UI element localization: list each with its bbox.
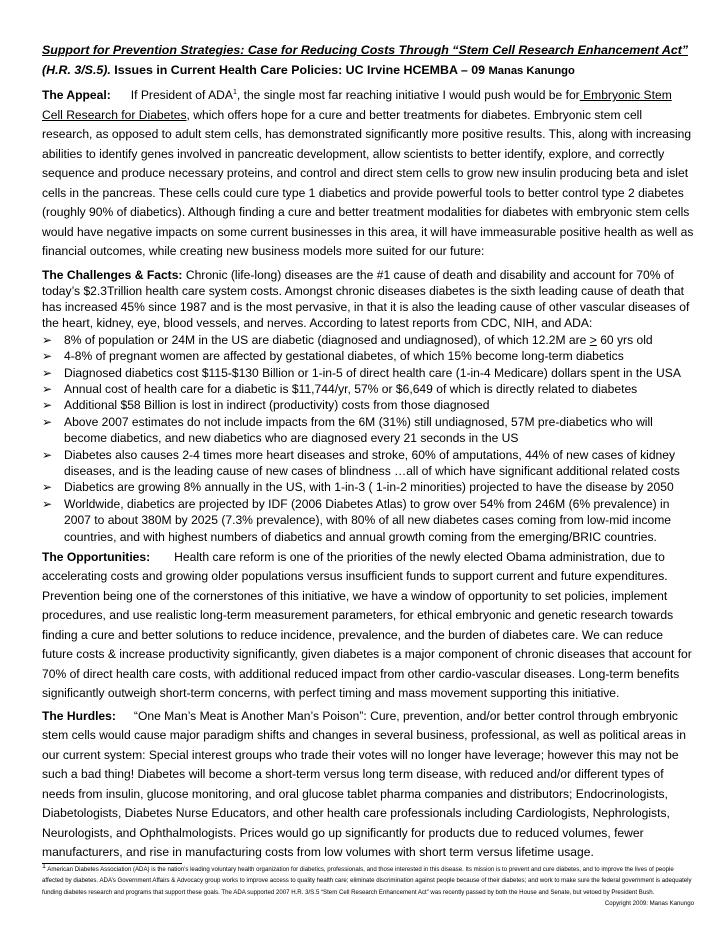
list-item: ➢ Diagnosed diabetics cost $115-$130 Billion or 1-in-5 of direct health care (1-in-4 Medicare) dollars spent in the USA bbox=[42, 365, 681, 380]
document-title bbox=[42, 40, 694, 81]
title-bill-number: (H.R. 3/S.5). bbox=[42, 63, 111, 77]
arrow-bullet-icon: ➢ bbox=[42, 381, 53, 396]
arrow-bullet-icon: ➢ bbox=[42, 480, 53, 495]
list-item: ➢ Additional $58 Billion is lost in indirect (productivity) costs from those diagnosed bbox=[42, 398, 490, 413]
facts-list bbox=[42, 332, 694, 545]
hurdles-paragraph bbox=[42, 707, 694, 863]
opportunities-text: Health care reform is one of the priorities of the newly elected Obama administration, due to accelerating costs and growing older populations versus insufficient funds to support current and future expenditures. Prevention being one of the cornerstones of this initiative, we have a window of opportunity to set policies, implement procedures, and use realistic long-term measurement parameters, for ethical embryonic and genetic research towards finding a cure and better solutions to reduce incidence, prevalence, and the burden of diabetes care. We can reduce future costs & increase productivity significantly, given diabetes is a major component of chronic diseases that account for 70% of direct health care costs, with additional reduced impact from other cardio-vascular diseases. Long-term benefits significantly outweigh short-term concerns, with perfect timing and mass movement supporting this initiative. bbox=[42, 549, 692, 701]
arrow-bullet-icon: ➢ bbox=[42, 398, 53, 413]
arrow-bullet-icon: ➢ bbox=[42, 332, 53, 347]
opportunities-heading: The Opportunities: bbox=[42, 549, 151, 564]
document-page bbox=[42, 40, 694, 910]
footnote-ref[interactable]: 1 bbox=[232, 88, 237, 96]
list-item: ➢ 8% of population or 24M in the US are diabetic (diagnosed and undiagnosed), of which 12.2M are > 60 yrs old bbox=[42, 332, 653, 347]
appeal-text-a: If President of ADA bbox=[130, 88, 233, 102]
list-item: ➢ Above 2007 estimates do not include impacts from the 6M (31%) still undiagnosed, 57M pre-diabetics who will become diabetics, and new diabetics who are diagnosed every 21 seconds in the US bbox=[42, 414, 653, 446]
hurdles-text: “One Man’s Meat is Another Man’s Poison”: Cure, prevention, and/or better control through embryonic stem cells would cause major paradigm shifts and changes in several business, professional, as well as political areas in our current system: Special interest groups who trade their votes will no longer have leverage; however this may not be such a bad thing! Diabetes will become a short-term versus long term disease, with reduced and/or different types of needs from insulin, glucose monitoring, and oral glucose tablet pharma companies and distributors; Endocrinologists, Diabetologists, Diabetes Nurse Educators, and other health care professionals including Cardiologists, Nephrologists, Neurologists, and Ophthalmologists. Prices would go up significantly for products due to reduced volumes, fewer manufacturers, and rise in manufacturing costs from low volumes with short term versus lifetime usage. bbox=[42, 708, 686, 860]
footnote bbox=[42, 862, 694, 908]
appeal-highlight: Embryonic Stem Cell Research for Diabetes bbox=[42, 88, 672, 122]
footnote-marker: 1 bbox=[42, 862, 46, 870]
list-item: ➢ 4-8% of pregnant women are affected by gestational diabetes, of which 15% become long-term diabetics bbox=[42, 349, 624, 364]
copyright-notice: Copyright 2009: Manas Kanungo bbox=[604, 900, 694, 908]
appeal-paragraph bbox=[42, 86, 694, 262]
title-author: Manas Kanungo bbox=[488, 65, 575, 77]
title-main: Support for Prevention Strategies: Case for Reducing Costs Through “Stem Cell Research Enhancement Act” bbox=[42, 43, 689, 57]
list-item: ➢ Worldwide, diabetics are projected by IDF (2006 Diabetes Atlas) to grow over 54% from 246M (6% prevalence) in 2007 to about 380M by 2025 (7.3% prevalence), with 80% of all new diabetes cases coming from low-mid income countries, and with highest numbers of diabetics and annual growth coming from the emerging/BRIC countries. bbox=[42, 496, 672, 544]
list-item: ➢ Diabetes also causes 2-4 times more heart diseases and stroke, 60% of amputations, 44% of new cases of kidney diseases, and is the leading cause of new cases of blindness …all of which have significant additional related costs bbox=[42, 447, 680, 478]
challenges-paragraph bbox=[42, 267, 694, 332]
arrow-bullet-icon: ➢ bbox=[42, 349, 53, 364]
appeal-text-c: , which offers hope for a cure and better treatments for diabetes. Embryonic stem cell research, as opposed to adult stem cells, has demonstrated significantly more positive results. This, along with increasing abilities to identify genes involved in pancreatic development, allow scientists to better identify, explore, and correctly sequence and produce necessary proteins, and control and direct stem cells to grow new insulin producing beta and islet cells in the pancreas. These cells could cure type 1 diabetics and provide powerful tools to better control type 2 diabetes (roughly 90% of diabetics). Although finding a cure and better treatment modalities for diabetes with embryonic stem cells would have negative impacts on some current businesses in this area, it will have immeasurable positive health as well as financial outcomes, while creating new business models more suited for our future: bbox=[42, 107, 694, 258]
appeal-text-b: , the single most far reaching initiative I would push would be for bbox=[236, 88, 580, 102]
footnote-text: American Diabetes Association (ADA) is the nation’s leading voluntary health organization for diabetics, professionals, and those interested in this disease. Its mission is to prevent and cure diabetes, and to improve the lives of people affected by diabetes. ADA’s Government Affairs & Advocacy group works to improve access to quality health care; eliminate discrimination against people because of their diabetes; and work to make sure the federal government is adequately funding diabetes research and programs that support these goals. The ADA supported 2007 H.R. 3/S.5 “Stem Cell Research Enhancement Act” was recently passed by both the House and Senate, but vetoed by President Bush. bbox=[42, 865, 692, 896]
arrow-bullet-icon: ➢ bbox=[42, 447, 53, 462]
arrow-bullet-icon: ➢ bbox=[42, 414, 53, 429]
challenges-heading: The Challenges & Facts: bbox=[42, 267, 183, 282]
arrow-bullet-icon: ➢ bbox=[42, 496, 53, 511]
arrow-bullet-icon: ➢ bbox=[42, 365, 53, 380]
list-item: ➢ Annual cost of health care for a diabetic is $11,744/yr, 57% or $6,649 of which is directly related to diabetes bbox=[42, 381, 638, 396]
title-subtitle: Issues in Current Health Care Policies: UC Irvine HCEMBA – 09 bbox=[110, 63, 489, 77]
challenges-text: Chronic (life-long) diseases are the #1 cause of death and disability and account for 70% of today’s $2.3Trillion health care system costs. Amongst chronic diseases diabetes is the sixth leading cause of death that has increased 45% since 1987 and is the most pervasive, in that it is also the leading cause of other vascular diseases of the heart, kidney, eye, blood vessels, and nerves. According to latest reports from CDC, NIH, and ADA: bbox=[42, 267, 690, 331]
hurdles-heading: The Hurdles: bbox=[42, 708, 116, 723]
list-item: ➢ Diabetics are growing 8% annually in the US, with 1-in-3 ( 1-in-2 minorities) projected to have the disease by 2050 bbox=[42, 480, 674, 495]
appeal-heading: The Appeal: bbox=[42, 88, 111, 102]
opportunities-paragraph bbox=[42, 548, 694, 704]
